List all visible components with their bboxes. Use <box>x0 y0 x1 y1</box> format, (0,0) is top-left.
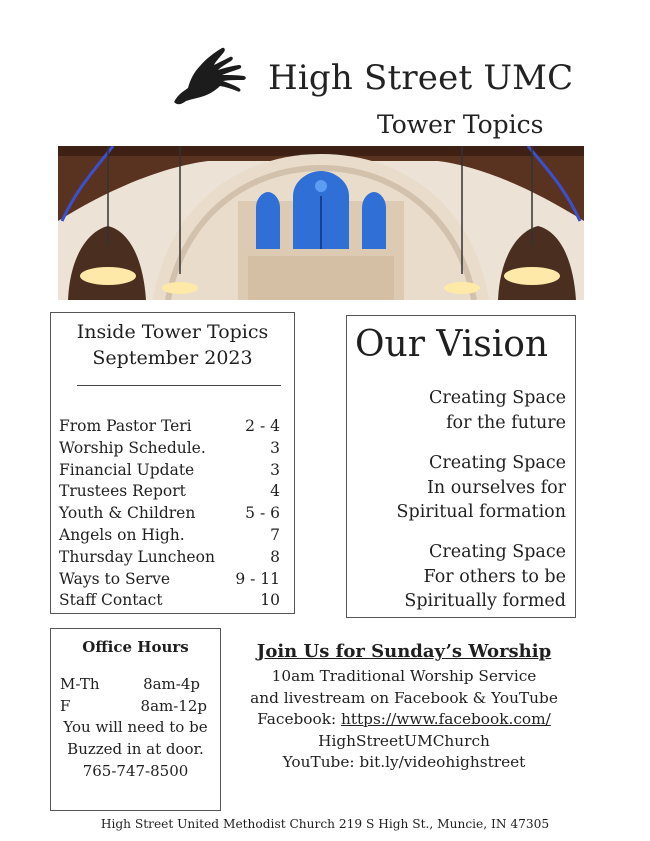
worship-info <box>236 638 572 774</box>
youtube-line: YouTube: bit.ly/videohighstreet <box>282 753 526 771</box>
vision-statement: Creating Space for the future <box>429 388 566 433</box>
vision-statement: Creating Space For others to be Spiritually formed <box>404 542 566 611</box>
toc-item: Youth & Children 5 - 6 <box>59 504 280 523</box>
worship-heading: Join Us for Sunday’s Worship <box>256 641 552 662</box>
toc-item: Trustees Report 4 <box>59 482 280 501</box>
divider <box>77 385 281 386</box>
toc-item: Thursday Luncheon 8 <box>59 547 280 566</box>
office-hours-title: Office Hours <box>82 638 189 656</box>
office-hours-box <box>50 628 221 811</box>
toc-list <box>59 416 280 612</box>
toc-item: Angels on High. 7 <box>59 525 280 544</box>
newsletter-name: Tower Topics <box>377 110 544 139</box>
toc-item: Staff Contact 10 <box>59 591 280 610</box>
vision-title: Our Vision <box>355 324 549 365</box>
toc-item: From Pastor Teri 2 - 4 <box>59 417 280 435</box>
vision-statement: Creating Space In ourselves for Spiritual formation <box>396 453 566 522</box>
sanctuary-photo <box>58 146 584 300</box>
toc-item: Ways to Serve 9 - 11 <box>59 569 280 588</box>
facebook-page: HighStreetUMChurch <box>318 731 490 750</box>
hours-row: M-Th 8am-4p <box>60 675 200 693</box>
vision-box <box>346 315 576 618</box>
office-note: Buzzed in at door. <box>67 740 204 758</box>
page-title: High Street UMC <box>268 58 574 98</box>
worship-time: 10am Traditional Worship Service <box>271 667 537 685</box>
office-note: You will need to be <box>63 718 208 736</box>
issue-date: September 2023 <box>92 347 253 369</box>
facebook-line: Facebook: https://www.facebook.com/ <box>257 710 551 728</box>
toc-item: Worship Schedule. 3 <box>59 438 280 457</box>
toc-item: Financial Update 3 <box>59 460 280 479</box>
office-phone: 765-747-8500 <box>82 762 189 780</box>
livestream-info: and livestream on Facebook & YouTube <box>250 688 558 707</box>
facebook-link[interactable]: https://www.facebook.com/ <box>341 710 551 728</box>
dove-icon <box>172 44 254 110</box>
toc-heading: Inside Tower Topics <box>76 321 269 343</box>
footer-address: High Street United Methodist Church 219 S High St., Muncie, IN 47305 <box>100 817 550 831</box>
table-of-contents <box>50 312 295 614</box>
hours-row: F 8am-12p <box>60 697 207 715</box>
